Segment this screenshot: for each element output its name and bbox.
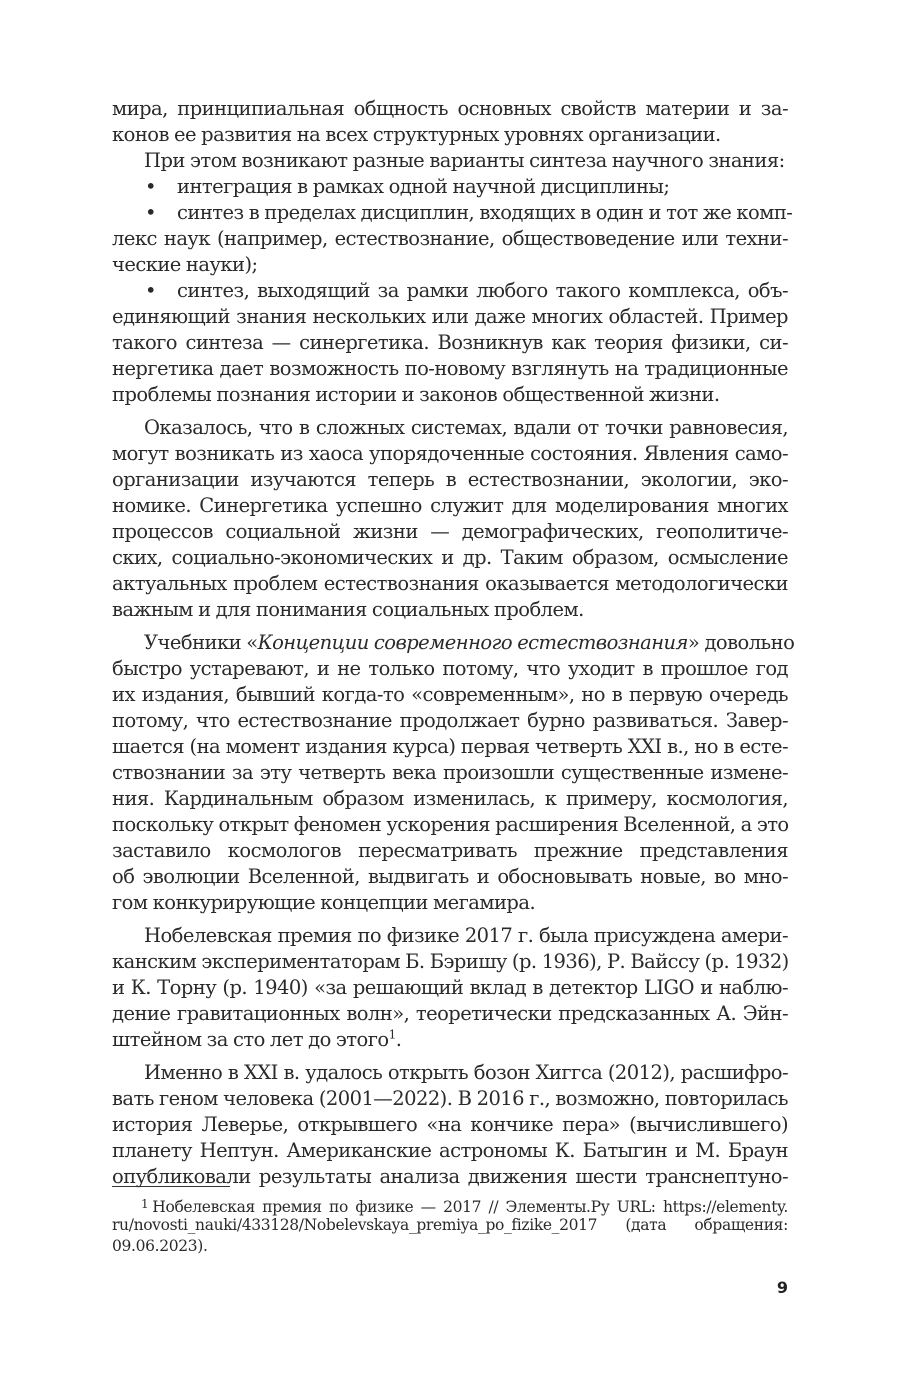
- text-line: поскольку открыт феномен ускорения расширения Вселенной, а это: [112, 813, 789, 836]
- text-line: быстро устаревают, и не только потому, что уходит в прошлое год: [112, 657, 788, 680]
- text-line: опубликовали результаты анализа движения шести транснептуно-: [112, 1165, 788, 1188]
- text-line: ствознании за эту четверть века произошли существенные измене-: [112, 761, 788, 784]
- text-line: заставило космологов пересматривать прежние представления: [112, 839, 788, 862]
- footnote-line: [112, 1194, 788, 1215]
- text-line: такого синтеза — синергетика. Возникнув как теория физики, си-: [112, 331, 788, 354]
- text-line: и К. Торну (р. 1940) «за решающий вклад в детектор LIGO и наблю-: [112, 976, 788, 999]
- bullet-item: [112, 174, 788, 200]
- bullet-item: [112, 200, 793, 226]
- text-line: могут возникать из хаоса упорядоченные состояния. Явления само-: [112, 442, 788, 465]
- footnote-mark: 1: [141, 1197, 149, 1211]
- text-fragment: Учебники «: [144, 631, 258, 654]
- bullet-marker: •: [145, 175, 156, 198]
- text-line: актуальных проблем естествознания оказывается методологически: [112, 572, 788, 595]
- text-line: гом конкурирующие концепции мегамира.: [112, 891, 536, 914]
- text-line: мира, принципиальная общность основных свойств материи и за-: [112, 97, 788, 120]
- bullet-item: [112, 278, 788, 304]
- text-fragment: » довольно: [687, 631, 795, 654]
- bullet-text: синтез в пределах дисциплин, входящих в один и тот же комп-: [177, 201, 793, 224]
- text-line: вать геном человека (2001—2022). В 2016 г., возможно, повторилась: [112, 1087, 788, 1110]
- text-line: нергетика дает возможность по-новому взглянуть на традиционные: [112, 357, 788, 380]
- bullet-text: синтез, выходящий за рамки любого такого комплекса, объ-: [177, 279, 788, 302]
- text-line: их издания, бывший когда-то «современным», но в первую очередь: [112, 683, 788, 706]
- text-line: потому, что естествознание продолжает бурно развиваться. Завер-: [112, 709, 788, 732]
- page-body: [112, 96, 795, 1190]
- text-line: процессов социальной жизни — демографических, геополитиче-: [112, 520, 788, 543]
- footnote-divider: [112, 1186, 230, 1187]
- text-line: [112, 630, 795, 656]
- text-line: ческие науки);: [112, 253, 258, 276]
- text-line: штейном за сто лет до этого$^1$.: [112, 1027, 402, 1051]
- bullet-marker: •: [145, 201, 156, 224]
- text-line: об эволюции Вселенной, выдвигать и обосновывать новые, во мно-: [112, 865, 788, 888]
- footnotes: [112, 1194, 788, 1257]
- text-line: ских, социально-экономических и др. Таким образом, осмысление: [112, 546, 788, 569]
- text-line: организации изучаются теперь в естествознании, экологии, эко-: [112, 468, 788, 491]
- text-line: ния. Кардинальным образом изменилась, к примеру, космология,: [112, 787, 788, 810]
- text-line: единяющий знания нескольких или даже многих областей. Пример: [112, 305, 788, 328]
- book-title: Концепции современного естествознания: [257, 631, 688, 654]
- page-number: 9: [776, 1278, 788, 1297]
- bullet-text: интеграция в рамках одной научной дисциплины;: [177, 175, 670, 198]
- text-fragment: штейном за сто лет до этого: [112, 1028, 389, 1051]
- text-line: история Леверье, открывшего «на кончике пера» (вычислившего): [112, 1113, 788, 1136]
- footnote-line: 09.06.2023).: [112, 1237, 208, 1255]
- text-line: лекс наук (например, естествознание, обществоведение или техни-: [112, 227, 788, 250]
- bullet-marker: •: [145, 279, 156, 302]
- footnote-ref[interactable]: 1: [388, 1027, 396, 1042]
- text-line: шается (на момент издания курса) первая четверть XXI в., но в есте-: [112, 735, 788, 758]
- text-line: конов ее развития на всех структурных уровнях организации.: [112, 123, 721, 146]
- text-line: проблемы познания истории и законов общественной жизни.: [112, 383, 720, 406]
- text-line: При этом возникают разные варианты синтеза научного знания:: [144, 149, 785, 172]
- text-line: Нобелевская премия по физике 2017 г. была присуждена амери-: [144, 924, 788, 947]
- footnote-line: ru/novosti_nauki/433128/Nobelevskaya_premiya_po_fizike_2017 (дата обращения:: [112, 1216, 788, 1234]
- text-line: важным и для понимания социальных проблем.: [112, 598, 584, 621]
- footnote-text: Нобелевская премия по физике — 2017 // Элементы.Ру URL: https://elementy.: [152, 1198, 788, 1216]
- text-line: номике. Синергетика успешно служит для моделирования многих: [112, 494, 788, 517]
- text-line: Именно в XXI в. удалось открыть бозон Хиггса (2012), расшифро-: [144, 1061, 788, 1084]
- text-line: планету Нептун. Американские астрономы К. Батыгин и М. Браун: [112, 1139, 788, 1162]
- text-line: Оказалось, что в сложных системах, вдали от точки равновесия,: [144, 416, 788, 439]
- text-line: дение гравитационных волн», теоретически предсказанных А. Эйн-: [112, 1002, 788, 1025]
- text-line: канским экспериментаторам Б. Бэришу (р. 1936), Р. Вайссу (р. 1932): [112, 950, 789, 973]
